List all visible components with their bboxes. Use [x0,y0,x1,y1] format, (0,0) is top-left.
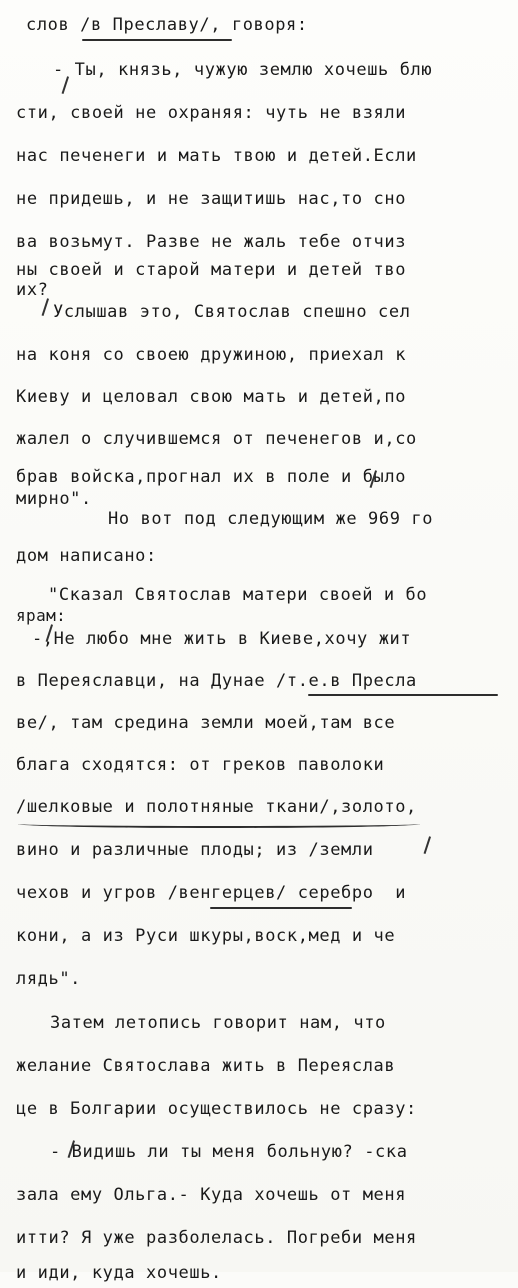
text-line-12: жалел о случившемся от печенегов и,со [16,429,417,449]
text-line-9: Услышав это, Святослав спешно сел [53,302,411,322]
handwritten-underline-preslava [308,694,498,696]
text-line-4: нас печенеги и мать твою и детей.Если [16,146,417,166]
text-line-5: не придешь, и не защитишь нас,то сно [16,189,407,209]
text-line-1: слов /в Преславу/, говоря: [26,15,308,35]
handwritten-mark [424,836,443,857]
text-line-24: вино и различные плоды; из /земли [16,840,374,860]
text-line-20: в Переяславци, на Дунае /т.е.в Пресла [16,671,417,691]
text-line-10: на коня со своею дружиною, приехал к [16,345,407,365]
text-line-23: /шелковые и полотняные ткани/,золото, [16,797,417,817]
text-line-33: итти? Я уже разболелась. Погреби меня [16,1228,417,1248]
text-line-31: - Видишь ли ты меня больную? -ска [50,1142,408,1162]
text-line-16: дом написано: [16,546,157,566]
text-line-22: блага сходятся: от греков паволоки [16,755,385,775]
text-line-13: брав войска,прогнал их в поле и было [16,467,407,487]
text-line-19: -,Не любо мне жить в Киеве,хочу жит [32,629,412,649]
text-line-8: их? [16,280,49,300]
text-line-2: - Ты, князь, чужую землю хочешь блю [53,60,433,80]
handwritten-underline-hungarians [210,907,352,909]
text-line-14: мирно". [16,489,92,509]
text-line-26: кони, а из Руси шкуры,воск,мед и че [16,926,396,946]
text-line-29: желание Святослава жить в Переяслав [16,1056,396,1076]
text-line-6: ва возьмут. Разве не жаль тебе отчиз [16,232,407,252]
text-line-28: Затем летопись говорит нам, что [50,1013,386,1033]
text-line-27: лядь". [16,969,82,989]
text-line-11: Киеву и целовал свою мать и детей,по [16,387,407,407]
handwritten-underline-fabrics [18,820,420,828]
text-line-15: Но вот под следующим же 969 го [108,509,434,529]
text-line-25: чехов и угров /венгерцев/ серебро и [16,883,407,903]
text-line-32: зала ему Ольга.- Куда хочешь от меня [16,1185,407,1205]
text-line-21: ве/, там средина земли моей,там все [16,713,396,733]
text-line-7: ны своей и старой матери и детей тво [16,260,407,280]
handwritten-underline-preslavu [82,39,232,41]
text-line-17: "Сказал Святослав матери своей и бо [48,585,428,605]
text-line-34: и иди, куда хочешь. [16,1263,222,1283]
text-line-18: ярам: [16,606,67,625]
text-line-30: це в Болгарии осуществилось не сразу: [16,1099,417,1119]
text-line-3: сти, своей не охраняя: чуть не взяли [16,103,407,123]
